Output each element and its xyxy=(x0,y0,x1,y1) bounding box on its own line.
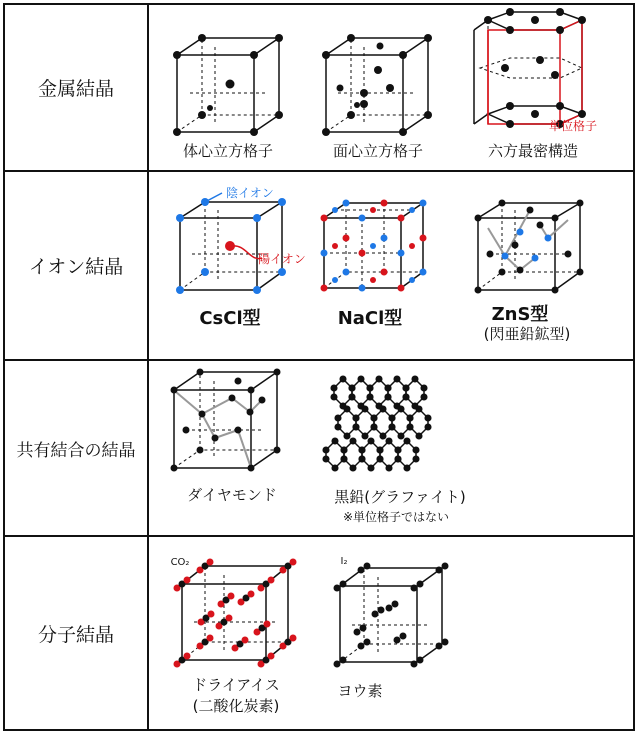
co2-label: CO₂ xyxy=(170,557,190,568)
iodine-atom xyxy=(392,601,399,608)
zns-sub-label: (閃亜鉛鉱型) xyxy=(483,325,571,343)
category-covalent: 共有結合の結晶 xyxy=(16,440,136,461)
iodine-atom xyxy=(386,605,393,612)
i2-label: I₂ xyxy=(340,556,348,567)
iodine-atom xyxy=(354,629,361,636)
iodine-atom xyxy=(436,567,443,574)
bcc-label: 体心立方格子 xyxy=(182,142,273,160)
cscl-label: CsCl型 xyxy=(199,308,261,329)
zns-label: ZnS型 xyxy=(491,304,549,325)
iodine-atom xyxy=(436,643,443,650)
category-molecular: 分子結晶 xyxy=(37,623,114,646)
iodine-atom xyxy=(442,639,449,646)
iodine-atom xyxy=(442,563,449,570)
iodine-atom xyxy=(340,581,347,588)
iodine-atom xyxy=(394,637,401,644)
iodine-atom xyxy=(417,657,424,664)
iodine-atom xyxy=(340,657,347,664)
iodine-label: ヨウ素 xyxy=(337,682,383,700)
nacl-label: NaCl型 xyxy=(337,308,403,329)
anion-note: 陰イオン xyxy=(226,186,274,200)
iodine-atom xyxy=(364,639,371,646)
iodine-atom xyxy=(411,661,418,668)
iodine-atom xyxy=(334,661,341,668)
iodine-atom xyxy=(400,633,407,640)
iodine-atom xyxy=(360,625,367,632)
graphite-label: 黒鉛(グラファイト) xyxy=(334,488,466,506)
iodine-atom xyxy=(334,585,341,592)
iodine-atom xyxy=(378,607,385,614)
diamond-label: ダイヤモンド xyxy=(187,486,277,504)
iodine-atom xyxy=(364,563,371,570)
category-metal: 金属結晶 xyxy=(37,78,114,100)
cation-note: 陽イオン xyxy=(258,252,306,266)
graphite-note: ※単位格子ではない xyxy=(342,510,450,524)
iodine-atom xyxy=(358,643,365,650)
unit-cell-note: 単位格子 xyxy=(548,119,597,133)
dry-ice-sub-label: (二酸化炭素) xyxy=(192,697,280,715)
iodine-atom xyxy=(372,611,379,618)
fcc-label: 面心立方格子 xyxy=(332,142,423,160)
hcp-label: 六方最密構造 xyxy=(487,142,578,160)
dry-ice-label: ドライアイス xyxy=(192,676,280,694)
category-ionic: イオン結晶 xyxy=(28,256,124,278)
iodine-atom xyxy=(411,585,418,592)
iodine-atom xyxy=(358,567,365,574)
iodine-atom xyxy=(417,581,424,588)
